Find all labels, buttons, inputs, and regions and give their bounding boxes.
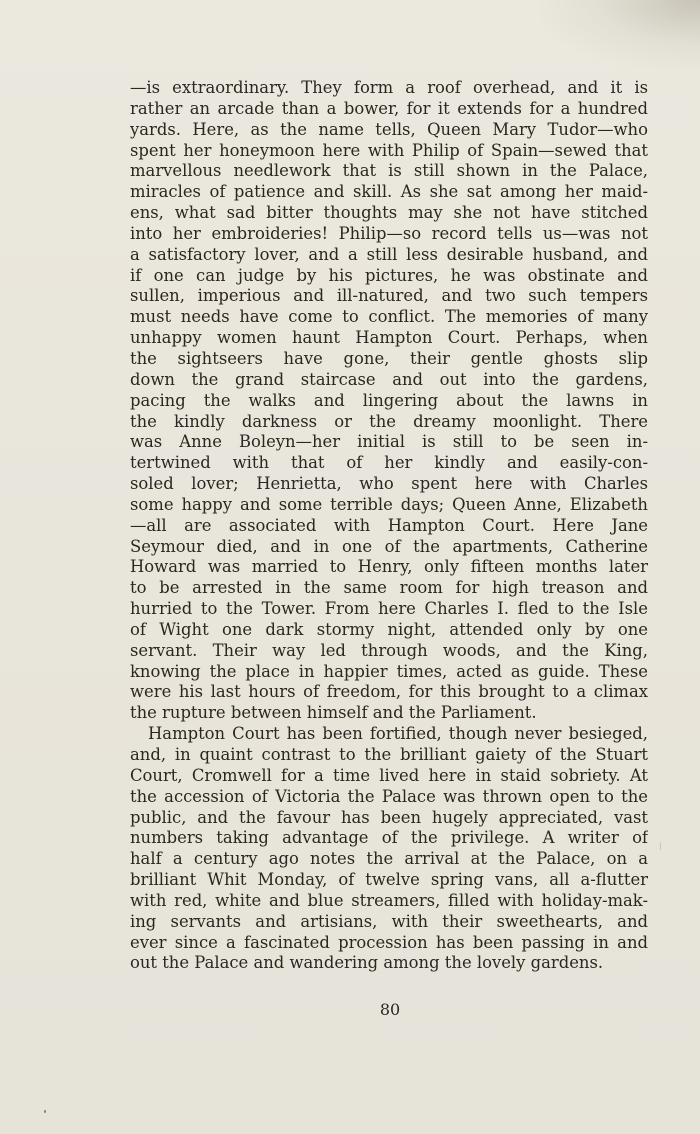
text-line: numbers taking advantage of the privilege. A writer of — [130, 828, 648, 848]
text-line: half a century ago notes the arrival at the Palace, on a — [130, 849, 648, 869]
text-line: rather an arcade than a bower, for it extends for a hundred — [130, 98, 648, 118]
text-line: unhappy women haunt Hampton Court. Perhaps, when — [130, 328, 648, 348]
text-line: Court, Cromwell for a time lived here in staid sobriety. At — [130, 765, 648, 785]
text-line: public, and the favour has been hugely appreciated, vast — [130, 807, 648, 827]
text-line: into her embroideries! Philip—so record tells us—was not — [130, 223, 648, 243]
text-line: servant. Their way led through woods, and the King, — [130, 640, 648, 660]
text-line: to be arrested in the same room for high treason and — [130, 578, 648, 598]
text-line: pacing the walks and lingering about the lawns in — [130, 390, 648, 410]
text-line: yards. Here, as the name tells, Queen Mary Tudor—who — [130, 119, 648, 139]
paper-speck — [44, 1110, 46, 1113]
text-line: was Anne Boleyn—her initial is still to be seen in- — [130, 432, 648, 452]
text-line: some happy and some terrible days; Queen Anne, Elizabeth — [130, 494, 648, 514]
text-line: the accession of Victoria the Palace was thrown open to the — [130, 786, 648, 806]
page-number: 80 — [379, 1000, 401, 1019]
text-line: ens, what sad bitter thoughts may she not have stitched — [130, 203, 648, 223]
text-line: a satisfactory lover, and a still less desirable husband, and — [130, 244, 648, 264]
text-line: brilliant Whit Monday, of twelve spring vans, all a-flutter — [130, 870, 648, 890]
text-line: ever since a fascinated procession has been passing in and — [130, 932, 648, 952]
text-line: Seymour died, and in one of the apartments, Catherine — [130, 536, 648, 556]
text-line: down the grand staircase and out into the gardens, — [130, 369, 648, 389]
text-line: the rupture between himself and the Parliament. — [130, 703, 537, 723]
text-line: spent her honeymoon here with Philip of Spain—sewed that — [130, 140, 648, 160]
body-text — [130, 78, 648, 974]
text-line: marvellous needlework that is still shown in the Palace, — [130, 161, 648, 181]
text-line: soled lover; Henrietta, who spent here with Charles — [130, 474, 648, 494]
text-line: Hampton Court has been fortified, though never besieged, — [148, 724, 648, 744]
text-line: of Wight one dark stormy night, attended only by one — [130, 619, 648, 639]
text-line: miracles of patience and skill. As she sat among her maid- — [130, 182, 648, 202]
paragraph-1 — [130, 78, 648, 724]
paper-speck — [660, 842, 661, 850]
text-line: were his last hours of freedom, for this brought to a climax — [130, 682, 648, 702]
text-line: with red, white and blue streamers, filled with holiday-mak- — [130, 890, 648, 910]
text-line: —is extraordinary. They form a roof overhead, and it is — [130, 78, 648, 97]
text-line: the kindly darkness or the dreamy moonlight. There — [130, 411, 648, 431]
text-line: must needs have come to conflict. The memories of many — [130, 307, 648, 327]
text-line: ing servants and artisians, with their sweethearts, and — [130, 911, 648, 931]
text-line: out the Palace and wandering among the lovely gardens. — [130, 953, 604, 973]
text-line: tertwined with that of her kindly and easily-con- — [130, 453, 648, 473]
paragraph-2 — [130, 724, 648, 974]
text-line: —all are associated with Hampton Court. Here Jane — [130, 515, 648, 535]
text-line: sullen, imperious and ill-natured, and two such tempers — [130, 286, 648, 306]
text-line: the sightseers have gone, their gentle ghosts slip — [130, 348, 648, 368]
text-line: if one can judge by his pictures, he was obstinate and — [130, 265, 648, 285]
text-line: and, in quaint contrast to the brilliant gaiety of the Stuart — [130, 745, 648, 764]
text-line: knowing the place in happier times, acted as guide. These — [130, 661, 648, 681]
page-corner-shading — [540, 0, 700, 70]
text-line: hurried to the Tower. From here Charles I. fled to the Isle — [130, 599, 648, 619]
text-line: Howard was married to Henry, only fifteen months later — [130, 557, 648, 577]
